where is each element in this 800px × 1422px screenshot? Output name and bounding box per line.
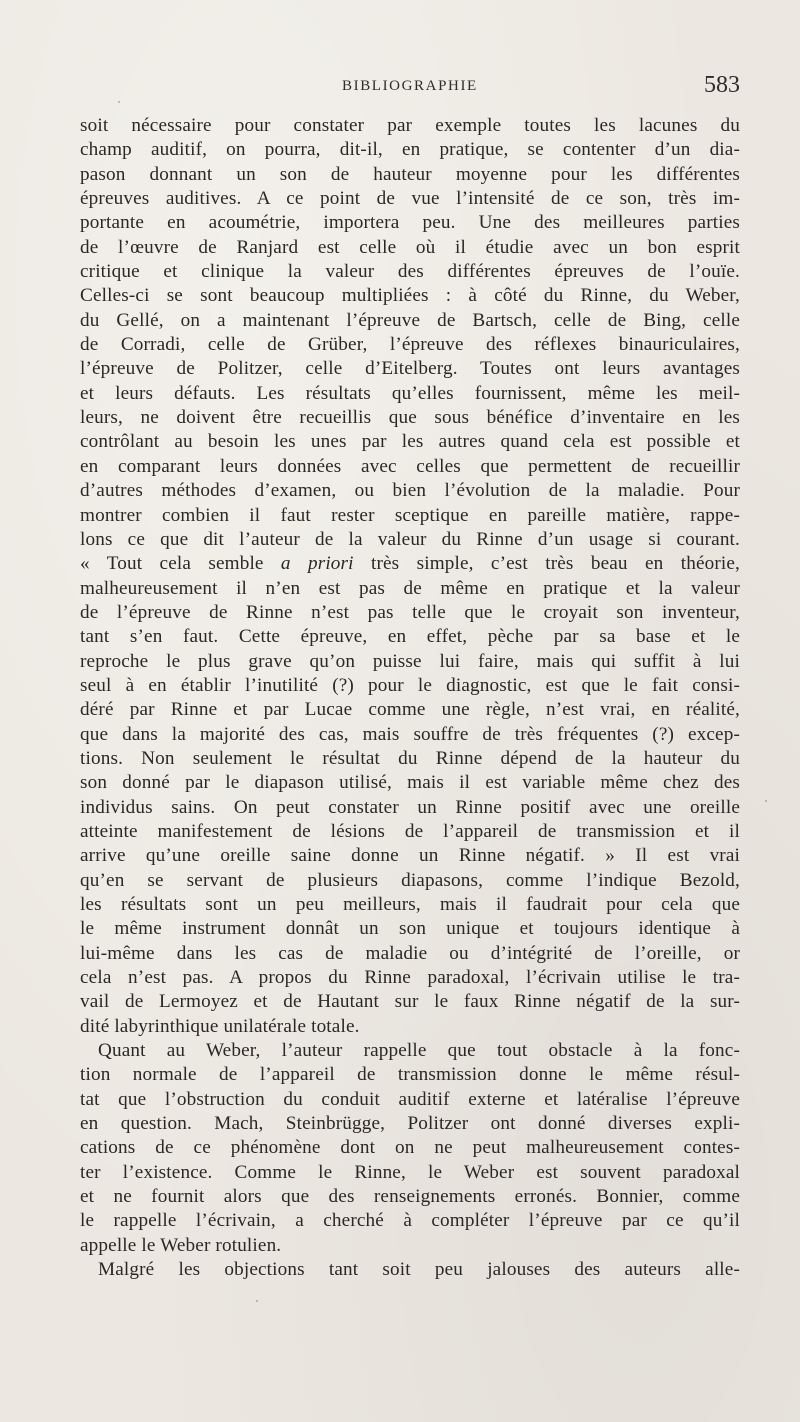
text-line: montrer combien il faut rester sceptique en pareille matière, rappe-	[80, 504, 740, 526]
text-line: reproche le plus grave qu’on puisse lui faire, mais qui suffit à lui	[80, 650, 740, 672]
text-line: dité labyrinthique unilatérale totale.	[80, 1015, 360, 1037]
text-line: appelle le Weber rotulien.	[80, 1234, 282, 1256]
text-line: tant s’en faut. Cette épreuve, en effet, pèche par sa base et le	[80, 626, 740, 648]
text-line: Malgré les objections tant soit peu jalouses des auteurs alle-	[98, 1259, 740, 1281]
text-line: les résultats sont un peu meilleurs, mais il faudrait pour cela que	[80, 894, 740, 915]
text-line: individus sains. On peut constater un Rinne positif avec une oreille	[80, 796, 740, 818]
text-line: contrôlant au besoin les unes par les autres quand cela est possible et	[80, 431, 740, 453]
text-line: déré par Rinne et par Lucae comme une règle, n’est vrai, en réalité,	[80, 699, 740, 721]
text-line: Quant au Weber, l’auteur rappelle que tout obstacle à la fonc-	[98, 1040, 740, 1062]
text-line: vail de Lermoyez et de Hautant sur le faux Rinne négatif de la sur-	[80, 991, 740, 1013]
paper-speck	[118, 101, 120, 103]
text-line: seul à en établir l’inutilité (?) pour le diagnostic, est que le fait consi-	[80, 674, 740, 696]
text-line: arrive qu’une oreille saine donne un Rinne négatif. » Il est vrai	[80, 845, 740, 867]
text-line: d’autres méthodes d’examen, ou bien l’évolution de la maladie. Pour	[80, 480, 740, 502]
text-line: champ auditif, on pourra, dit-il, en pratique, se contenter d’un dia-	[80, 139, 740, 161]
text-line: son donné par le diapason utilisé, mais il est variable même chez des	[80, 772, 740, 794]
text-line: atteinte manifestement de lésions de l’appareil de transmission et il	[80, 820, 740, 842]
text-line: l’épreuve de Politzer, celle d’Eitelberg. Toutes ont leurs avantages	[80, 358, 740, 380]
text-line: tat que l’obstruction du conduit auditif externe et latéralise l’épreuve	[80, 1088, 740, 1110]
text-line: de Corradi, celle de Grüber, l’épreuve des réflexes binauriculaires,	[80, 334, 740, 356]
text-line: et ne fournit alors que des renseignements erronés. Bonnier, comme	[80, 1186, 740, 1208]
text-line: malheureusement il n’en est pas de même en pratique et la valeur	[80, 577, 740, 599]
text-line: leurs, ne doivent être recueillis que sous bénéfice d’inventaire en les	[80, 407, 740, 429]
italic-phrase: a priori	[280, 553, 354, 575]
text-line: et leurs défauts. Les résultats qu’elles fournissent, même les meil-	[80, 382, 740, 404]
text-line: de l’œuvre de Ranjard est celle où il étudie avec un bon esprit	[80, 236, 740, 258]
text-line: soit nécessaire pour constater par exemple toutes les lacunes du	[80, 115, 740, 136]
page-number: 583	[704, 72, 740, 98]
paper-speck	[256, 1300, 258, 1302]
text-line: pason donnant un son de hauteur moyenne pour les différentes	[80, 163, 740, 185]
text-line: que dans la majorité des cas, mais souffre de très fréquentes (?) excep-	[80, 723, 740, 745]
text-line: lons ce que dit l’auteur de la valeur du Rinne d’un usage si courant.	[80, 528, 740, 550]
text-line: en question. Mach, Steinbrügge, Politzer ont donné diverses expli-	[80, 1113, 740, 1135]
running-head	[80, 74, 740, 98]
paper-speck	[765, 800, 767, 802]
text-line: cations de ce phénomène dont on ne peut malheureusement contes-	[80, 1137, 740, 1159]
running-title: BIBLIOGRAPHIE	[342, 78, 478, 94]
text-line: cela n’est pas. A propos du Rinne paradoxal, l’écrivain utilise le tra-	[80, 967, 740, 989]
text-line: épreuves auditives. A ce point de vue l’intensité de ce son, très im-	[80, 188, 740, 210]
text-line: de l’épreuve de Rinne n’est pas telle que le croyait son inventeur,	[80, 601, 740, 623]
text-line: portante en acoumétrie, importera peu. Une des meilleures parties	[80, 212, 740, 234]
text-line: critique et clinique la valeur des différentes épreuves de l’ouïe.	[80, 261, 740, 283]
text-line: tions. Non seulement le résultat du Rinne dépend de la hauteur du	[80, 747, 740, 769]
text-line: ter l’existence. Comme le Rinne, le Weber est souvent paradoxal	[80, 1161, 740, 1183]
text-line: Celles-ci se sont beaucoup multipliées : à côté du Rinne, du Weber,	[80, 285, 740, 307]
text-line: « Tout cela semble a priori très simple, c’est très beau en théorie,	[80, 553, 740, 575]
text-line: lui-même dans les cas de maladie ou d’intégrité de l’oreille, or	[80, 942, 740, 964]
text-line: en comparant leurs données avec celles que permettent de recueillir	[80, 455, 740, 477]
body-text	[80, 114, 740, 1283]
text-line: tion normale de l’appareil de transmission donne le même résul-	[80, 1064, 740, 1086]
text-line: qu’en se servant de plusieurs diapasons, comme l’indique Bezold,	[80, 869, 740, 891]
text-line: du Gellé, on a maintenant l’épreuve de Bartsch, celle de Bing, celle	[80, 309, 740, 331]
text-line: le rappelle l’écrivain, a cherché à compléter l’épreuve par ce qu’il	[80, 1210, 740, 1232]
text-line: le même instrument donnât un son unique et toujours identique à	[80, 918, 740, 940]
